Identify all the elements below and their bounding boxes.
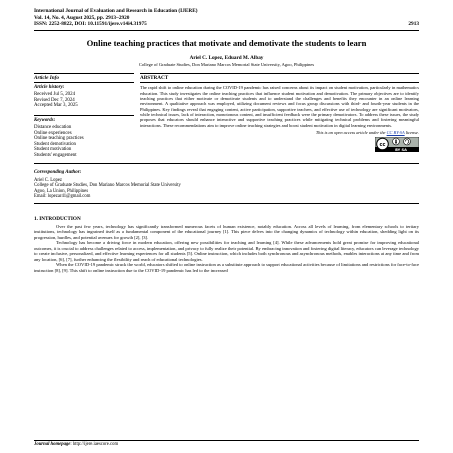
cc-by-sa-badge-icon[interactable] bbox=[140, 137, 419, 152]
abstract-text: The rapid shift to online education during the COVID-19 pandemic has raised concerns about its impact on student motivation, particularly in mathematics education. This study investigates the online teaching practices that influence student motivation and demotivation. The primary objectives are to identify teaching practices that either motivate or demotivate students and to understand the challenges and benefits they encounter in an online learning environment. A qualitative approach was employed, utilizing document reviews and focus group discussions with third- and fourth-year students in the Philippines. Key findings reveal that engaging content, active participation, supportive teachers, and effective use of technology are significant motivators, while technical issues, lack of interaction, monotonous content, and insufficient feedback were the primary demotivators. To address these issues, the study proposes that educators should enhance interactive and supportive teaching practices while mitigating technical problems and fostering meaningful interactions. These recommendations aim to improve online teaching strategies and boost student motivation in digital learning environments. bbox=[140, 85, 419, 128]
journal-name: International Journal of Evaluation and Research in Education (IJERE) bbox=[34, 8, 198, 14]
intro-paragraph: Technology has become a driving force in modern education, offering new possibilities for teaching and learning [4]. While these advancements hold great promise for improving educational outcomes, it is crucial to address challenges related to access, implementation, and privacy to fully realize their potential. By embracing innovation and fostering digital literacy, educators can leverage technology to create inclusive, personalized, and effective learning experiences for all students [5]. Online instruction, which includes both synchronous and asynchronous methods, enables interactions at any time and from any location, [6], [7], further enhancing the flexibility and reach of educational technologies. bbox=[34, 240, 419, 262]
abstract-header: ABSTRACT bbox=[140, 73, 419, 83]
homepage-label: Journal homepage bbox=[34, 442, 71, 447]
svg-text:cc: cc bbox=[379, 141, 386, 148]
homepage-url[interactable]: : http://ijere.iaescore.com bbox=[70, 442, 119, 447]
abstract-column bbox=[140, 73, 419, 158]
corresponding-line: Ariel C. Lopez bbox=[34, 177, 62, 183]
license-note: This is an open access article under the CC BY-SA license. bbox=[315, 130, 419, 136]
corresponding-line: Agoo, La Union, Philippines bbox=[34, 188, 89, 194]
section-heading: 1. INTRODUCTION bbox=[34, 216, 81, 222]
article-info-header: Article Info bbox=[34, 73, 134, 83]
keyword-item: Student demotivation bbox=[34, 141, 76, 147]
article-info-column bbox=[34, 73, 134, 158]
keywords-label: Keywords: bbox=[34, 118, 56, 124]
corresponding-email[interactable]: Email: lopezar41@gmail.com bbox=[34, 194, 91, 200]
history-item: Received Jul 5, 2024 bbox=[34, 92, 76, 98]
paper-affiliation: College of Graduate Studies, Don Mariano Marcos Memorial State University, Agoo, Philippines bbox=[138, 62, 315, 68]
paper-authors: Ariel C. Lopez, Eduard M. Albay bbox=[189, 54, 264, 61]
page-number: 2913 bbox=[408, 21, 419, 28]
keywords-list bbox=[34, 125, 134, 159]
journal-ids: ISSN: 2252-8822, DOI: 10.11591/ijere.v14i4.31975 bbox=[34, 21, 147, 28]
history-list bbox=[34, 92, 134, 109]
keyword-item: Distance education bbox=[34, 125, 72, 131]
svg-text:BY SA: BY SA bbox=[395, 148, 407, 153]
header-rule bbox=[34, 30, 419, 31]
journal-footer bbox=[34, 440, 419, 447]
intro-paragraph: When the COVID-19 pandemic struck the world, educators shifted to online instruction as a substitute approach to support educational activities because of limitations and restrictions for face-to-face instruction [8], [9]. This shift to online instruction due to the COVID-19 pandemic has led to the increased bbox=[34, 262, 419, 273]
history-item: Accepted Mar 3, 2025 bbox=[34, 103, 78, 109]
keyword-item: Student motivation bbox=[34, 147, 72, 153]
corresponding-label: Corresponding Author: bbox=[34, 169, 82, 175]
keyword-item: Students' engagement bbox=[34, 153, 77, 159]
paper-title: Online teaching practices that motivate and demotivate the students to learn bbox=[86, 37, 367, 48]
corresponding-bottom-rule bbox=[34, 203, 419, 204]
keywords-rule bbox=[34, 115, 134, 116]
corresponding-author bbox=[34, 170, 419, 200]
journal-header bbox=[34, 8, 419, 28]
intro-paragraph: Over the past few years, technology has significantly transformed numerous facets of human existence, notably education. Across all levels of learning, from elementary schools to tertiary institutions, technology has ingrained itself as a fundamental component of the educational journey [1]. This piece delves into the changing dynamics of technology within education, shedding light on its progression, hurdles, and potential avenues for growth [2], [3]. bbox=[34, 224, 419, 240]
corresponding-line: College of Graduate Studies, Don Mariano Marcos Memorial State University bbox=[34, 183, 181, 189]
license-link[interactable]: CC BY-SA bbox=[386, 130, 405, 136]
history-item: Revised Dec 7, 2024 bbox=[34, 97, 75, 103]
corresponding-rule bbox=[34, 163, 419, 164]
journal-issue: Vol. 14, No. 4, August 2025, pp. 2913~2920 bbox=[34, 14, 130, 21]
keyword-item: Online teaching practices bbox=[34, 136, 84, 142]
intro-body bbox=[34, 224, 419, 273]
keyword-item: Online experiences bbox=[34, 130, 72, 136]
history-label: Article history: bbox=[34, 85, 65, 91]
info-abstract-columns bbox=[34, 73, 419, 158]
